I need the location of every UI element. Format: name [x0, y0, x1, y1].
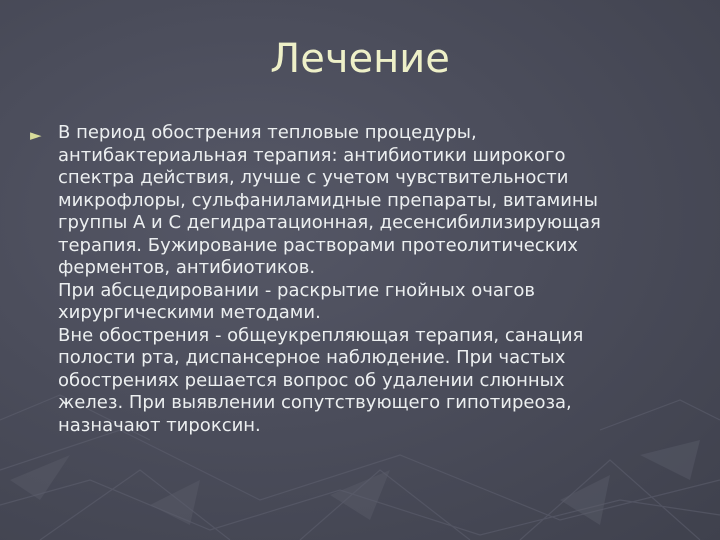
slide-title — [0, 36, 720, 82]
slide-content — [30, 122, 690, 437]
bullet-arrow-icon: ► — [30, 126, 42, 144]
paragraph-exacerbation-treatment: В период обострения тепловые процедуры, антибактериальная терапия: антибиотики широкого спектра действия, лучше с учетом чувствительности микрофлоры, сульфаниламидные препараты, витамины группы А и С дегидратационная, десенсибилизирующая терапия. Бужирование растворами протеолитических ферментов, антибиотиков. — [58, 122, 601, 278]
paragraph-abscess-treatment: При абсцедировании - раскрытие гнойных очагов хирургическими методами. — [58, 279, 535, 323]
paragraph-remission-treatment: Вне обострения - общеукрепляющая терапия, санация полости рта, диспансерное наблюдение. При частых обострениях решается вопрос об удалении слюнных желез. При выявлении сопутствующего гипотиреоза, назначают тироксин. — [58, 324, 584, 436]
bullet-item — [30, 122, 690, 437]
slide-title-text: Лечение — [270, 36, 450, 82]
bullet-text — [58, 122, 690, 437]
